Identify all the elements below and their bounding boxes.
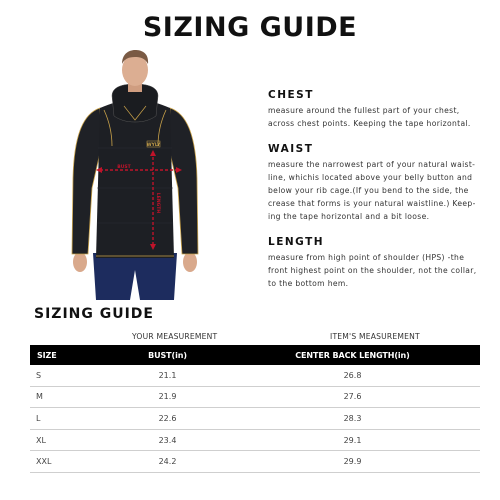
size-table [30, 345, 480, 473]
pants [93, 253, 177, 300]
table-row [30, 429, 480, 451]
waist-description [268, 158, 496, 223]
table-row [30, 386, 480, 408]
table-row [30, 365, 480, 386]
length-line: front highest point on the shoulder, not the collar, [268, 266, 477, 275]
waist-line: measure the narrowest part of your natural waist- [268, 160, 476, 169]
your-measurement-label: YOUR MEASUREMENT [132, 332, 218, 341]
length-cell: 29.1 [225, 429, 480, 451]
bust-cell: 24.2 [110, 451, 225, 473]
size-cell: XL [30, 429, 110, 451]
bust-cell: 22.6 [110, 408, 225, 430]
bust-cell: 21.9 [110, 386, 225, 408]
size-cell: M [30, 386, 110, 408]
header-size: SIZE [30, 345, 110, 365]
chest-line: across chest points. Keeping the tape horizontal. [268, 119, 471, 128]
length-description [268, 251, 496, 290]
length-line: measure from high point of shoulder (HPS) -the [268, 253, 465, 262]
left-hand [73, 252, 87, 272]
page-title: SIZING GUIDE [142, 12, 358, 43]
model-illustration [60, 48, 210, 300]
length-heading: LENGTH [268, 236, 325, 248]
waist-line: line, whichis located above your belly button and [268, 173, 473, 182]
length-tag: LENGTH [155, 192, 160, 214]
bust-cell: 21.1 [110, 365, 225, 386]
waist-line: crease that forms is your natural waistline.) Keep- [268, 199, 476, 208]
right-hand [183, 252, 197, 272]
waist-line: below your rib cage.(If you bend to the side, the [268, 186, 469, 195]
waist-line: ing the tape horizontal and a bit loose. [268, 212, 430, 221]
length-section [268, 236, 496, 290]
chest-line: measure around the fullest part of your chest, [268, 106, 460, 115]
model-figure [60, 48, 210, 300]
length-cell: 27.6 [225, 386, 480, 408]
table-row [30, 451, 480, 473]
header-center-back-length: CENTER BACK LENGTH(in) [225, 345, 480, 365]
table-title: SIZING GUIDE [34, 306, 154, 322]
length-line: to the bottom hem. [268, 279, 349, 288]
length-cell: 26.8 [225, 365, 480, 386]
waist-heading: WAIST [268, 143, 314, 155]
items-measurement-label: ITEM'S MEASUREMENT [330, 332, 420, 341]
size-cell: S [30, 365, 110, 386]
table-header-row [30, 345, 480, 365]
chest-description [268, 104, 496, 130]
header-bust: BUST(in) [110, 345, 225, 365]
length-cell: 29.9 [225, 451, 480, 473]
logo-text: WYLY [146, 143, 161, 148]
waist-section [268, 143, 496, 223]
length-cell: 28.3 [225, 408, 480, 430]
chest-heading: CHEST [268, 89, 314, 101]
bust-cell: 23.4 [110, 429, 225, 451]
table-row [30, 408, 480, 430]
size-cell: XXL [30, 451, 110, 473]
shirt-torso [96, 100, 174, 258]
chest-section [268, 89, 496, 130]
size-cell: L [30, 408, 110, 430]
bust-tag: BUST [117, 165, 131, 170]
